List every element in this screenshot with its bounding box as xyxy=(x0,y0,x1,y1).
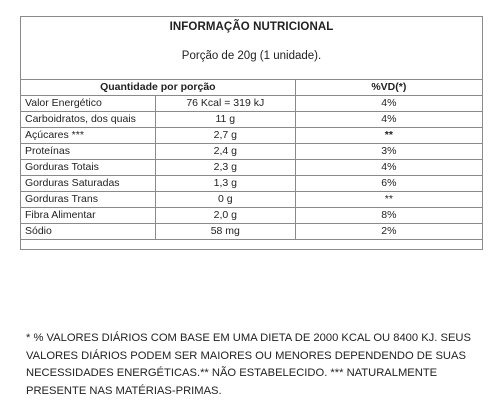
nutrient-quantity: 2,4 g xyxy=(155,144,295,160)
nutrient-name: Gorduras Saturadas xyxy=(21,176,156,192)
nutrient-quantity: 11 g xyxy=(155,112,295,128)
column-header-daily-value: %VD(*) xyxy=(295,80,482,96)
table-header-row xyxy=(21,80,483,96)
nutrient-daily-value: 3% xyxy=(295,144,482,160)
nutrient-name: Gorduras Trans xyxy=(21,192,156,208)
nutrient-quantity: 1,3 g xyxy=(155,176,295,192)
footnote-text: * % VALORES DIÁRIOS COM BASE EM UMA DIETA DE 2000 KCAL OU 8400 KJ. SEUS VALORES DIÁRIOS PODEM SER MAIORES OU MENORES DEPENDENDO DE SUAS NECESSIDADES ENERGÉTICAS.** NÃO ESTABELECIDO. *** NATURALMENTE PRESENTE NAS MATÉRIAS-PRIMAS. xyxy=(26,332,471,397)
nutrient-daily-value: 8% xyxy=(295,208,482,224)
nutrient-name: Fibra Alimentar xyxy=(21,208,156,224)
table-row xyxy=(21,112,483,128)
nutrient-name: Valor Energético xyxy=(21,96,156,112)
table-row xyxy=(21,128,483,144)
nutrient-name: Gorduras Totais xyxy=(21,160,156,176)
table-row xyxy=(21,176,483,192)
nutrient-name: Sódio xyxy=(21,224,156,240)
nutrient-daily-value: ** xyxy=(295,128,482,144)
nutrient-daily-value: 4% xyxy=(295,112,482,128)
nutrition-facts-box xyxy=(20,16,483,250)
table-row xyxy=(21,96,483,112)
column-header-quantity: Quantidade por porção xyxy=(21,80,296,96)
nutrient-daily-value: 4% xyxy=(295,160,482,176)
nutrient-daily-value: 4% xyxy=(295,96,482,112)
table-row xyxy=(21,192,483,208)
nutrient-name: Proteínas xyxy=(21,144,156,160)
table-row xyxy=(21,224,483,240)
table-row xyxy=(21,160,483,176)
table-row xyxy=(21,208,483,224)
nutrient-quantity: 58 mg xyxy=(155,224,295,240)
portion-size: Porção de 20g (1 unidade). xyxy=(181,50,322,62)
nutrient-quantity: 2,7 g xyxy=(155,128,295,144)
nutrient-daily-value: ** xyxy=(295,192,482,208)
nutrient-quantity: 0 g xyxy=(155,192,295,208)
nutrient-quantity: 76 Kcal = 319 kJ xyxy=(155,96,295,112)
nutrient-quantity: 2,0 g xyxy=(155,208,295,224)
nutrient-name: Carboidratos, dos quais xyxy=(21,112,156,128)
nutrient-daily-value: 2% xyxy=(295,224,482,240)
nutrient-daily-value: 6% xyxy=(295,176,482,192)
nutrition-title: INFORMAÇÃO NUTRICIONAL xyxy=(169,21,334,33)
nutrition-table xyxy=(20,79,483,240)
nutrient-quantity: 2,3 g xyxy=(155,160,295,176)
nutrient-name: Açúcares *** xyxy=(21,128,156,144)
table-row xyxy=(21,144,483,160)
